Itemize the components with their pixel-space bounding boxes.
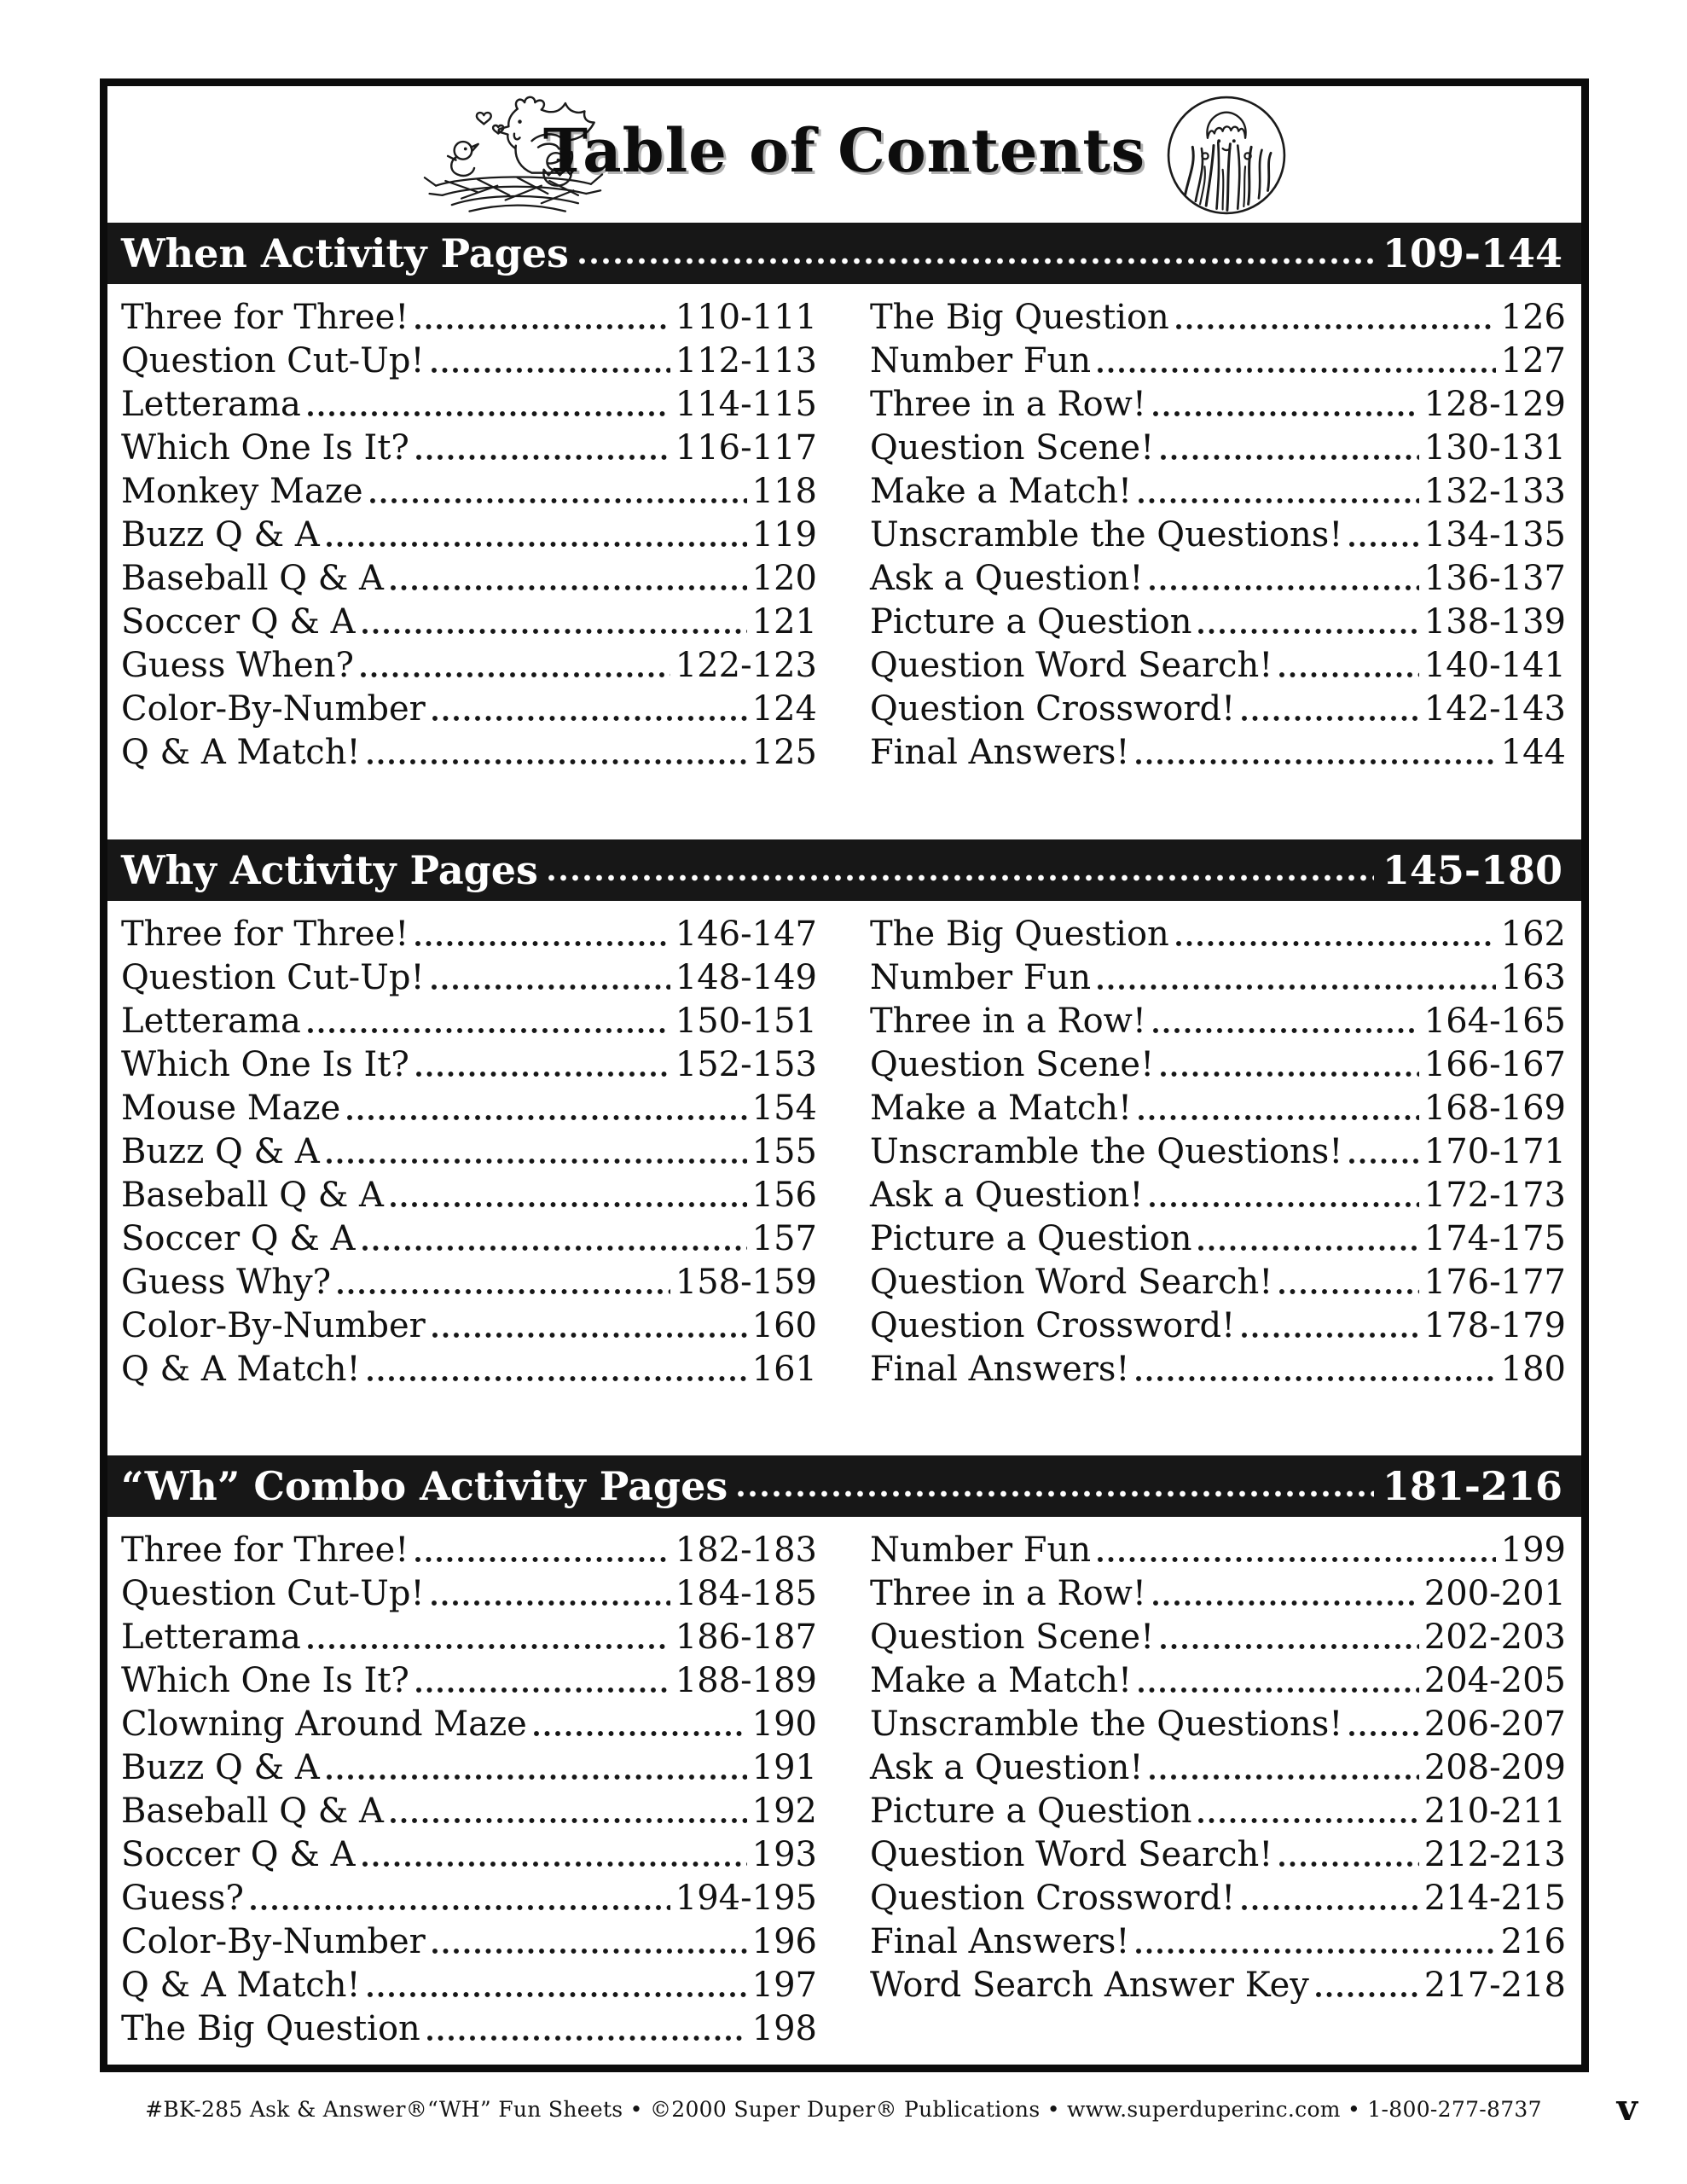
toc-entry-label: Three for Three! — [121, 1531, 409, 1570]
toc-entry — [121, 1217, 817, 1261]
toc-entry — [870, 1174, 1566, 1217]
toc-entry-pages: 144 — [1500, 733, 1566, 772]
section-page-range: 109-144 — [1382, 230, 1562, 276]
leader-dots — [1349, 1156, 1418, 1166]
toc-entry-label: Three for Three! — [121, 915, 409, 954]
toc-entry-label: Color-By-Number — [121, 1922, 426, 1961]
toc-entry — [121, 1790, 817, 1833]
toc-entry — [121, 1529, 817, 1572]
toc-entry-pages: 174-175 — [1423, 1219, 1566, 1258]
toc-entry-label: Letterama — [121, 385, 301, 424]
toc-entry-label: Make a Match! — [870, 472, 1133, 511]
toc-entry-pages: 214-215 — [1423, 1879, 1566, 1918]
toc-entry-pages: 180 — [1500, 1350, 1566, 1389]
section-header-3 — [107, 1455, 1581, 1517]
toc-entry-label: Buzz Q & A — [121, 515, 320, 555]
toc-entry-label: Three in a Row! — [870, 1002, 1146, 1041]
toc-entry-pages: 119 — [751, 515, 817, 555]
toc-entry-label: Final Answers! — [870, 1922, 1130, 1961]
toc-entry — [870, 731, 1566, 775]
toc-entry-label: Question Cut-Up! — [121, 958, 425, 997]
toc-entry-label: Question Crossword! — [870, 1879, 1236, 1918]
toc-entry-pages: 193 — [751, 1835, 817, 1874]
toc-entry-pages: 162 — [1500, 915, 1566, 954]
toc-entry — [870, 913, 1566, 956]
toc-entry — [121, 340, 817, 383]
toc-entry-pages: 114-115 — [675, 385, 817, 424]
toc-entry-pages: 120 — [751, 559, 817, 598]
toc-entry-pages: 166-167 — [1423, 1045, 1566, 1084]
toc-entry-label: Q & A Match! — [121, 1966, 361, 2005]
toc-entry — [870, 514, 1566, 557]
toc-entry — [121, 1348, 817, 1391]
leader-dots — [416, 452, 670, 462]
toc-entry-label: Baseball Q & A — [121, 1792, 384, 1831]
toc-entry-pages: 168-169 — [1423, 1089, 1566, 1128]
toc-entry-label: Soccer Q & A — [121, 602, 356, 642]
toc-entry — [121, 1703, 817, 1746]
leader-dots — [738, 1488, 1374, 1500]
toc-entry-pages: 194-195 — [675, 1879, 817, 1918]
toc-entry-pages: 142-143 — [1423, 689, 1566, 729]
toc-entry-pages: 176-177 — [1423, 1263, 1566, 1302]
toc-entry-pages: 202-203 — [1423, 1618, 1566, 1657]
toc-entry — [870, 1964, 1566, 2007]
leader-dots — [1136, 757, 1495, 767]
leader-dots — [432, 1330, 747, 1340]
toc-entry-pages: 118 — [751, 472, 817, 511]
toc-entry-pages: 160 — [751, 1306, 817, 1345]
leader-dots — [1176, 938, 1496, 949]
leader-dots — [1242, 1330, 1419, 1340]
toc-entry-pages: 204-205 — [1423, 1661, 1566, 1700]
toc-entry — [121, 1746, 817, 1790]
leader-dots — [1279, 670, 1418, 680]
toc-entry-pages: 155 — [751, 1132, 817, 1171]
toc-entry-label: Question Cut-Up! — [121, 1574, 425, 1613]
leader-dots — [1198, 1243, 1418, 1253]
toc-entry-label: Ask a Question! — [870, 1176, 1144, 1215]
toc-entry-pages: 210-211 — [1423, 1792, 1566, 1831]
toc-entry — [870, 1130, 1566, 1174]
toc-entry — [870, 1703, 1566, 1746]
leader-dots — [391, 583, 747, 593]
toc-entry-label: Buzz Q & A — [121, 1132, 320, 1171]
toc-entry-label: Final Answers! — [870, 1350, 1130, 1389]
leader-dots — [1098, 982, 1496, 992]
toc-entry — [121, 296, 817, 340]
toc-entry-label: Make a Match! — [870, 1089, 1133, 1128]
toc-entry — [121, 1833, 817, 1877]
leader-dots — [432, 1946, 747, 1956]
toc-entry-label: Color-By-Number — [121, 689, 426, 729]
toc-entry — [121, 1659, 817, 1703]
toc-entry — [121, 1964, 817, 2007]
toc-entry-label: Unscramble the Questions! — [870, 515, 1343, 555]
toc-entry-pages: 170-171 — [1423, 1132, 1566, 1171]
toc-column-left — [121, 913, 817, 1455]
toc-entry-pages: 212-213 — [1423, 1835, 1566, 1874]
leader-dots — [416, 1685, 670, 1695]
toc-entry-pages: 126 — [1500, 298, 1566, 337]
leader-dots — [327, 1156, 747, 1166]
leader-dots — [1176, 322, 1496, 332]
toc-entry-pages: 154 — [751, 1089, 817, 1128]
toc-entry-pages: 132-133 — [1423, 472, 1566, 511]
toc-entry — [870, 1790, 1566, 1833]
leader-dots — [251, 1902, 670, 1913]
toc-entry — [121, 383, 817, 427]
toc-entry-pages: 200-201 — [1423, 1574, 1566, 1613]
content-frame — [100, 78, 1589, 2072]
toc-entry-pages: 152-153 — [675, 1045, 817, 1084]
toc-entry-label: Question Scene! — [870, 1045, 1155, 1084]
leader-dots — [368, 1989, 747, 2000]
toc-entry-pages: 140-141 — [1423, 646, 1566, 685]
toc-entry — [121, 514, 817, 557]
toc-entry-pages: 198 — [751, 2009, 817, 2048]
toc-entry-label: Q & A Match! — [121, 1350, 361, 1389]
toc-entry-pages: 158-159 — [675, 1263, 817, 1302]
toc-entry-pages: 206-207 — [1423, 1705, 1566, 1744]
leader-dots — [1150, 1772, 1418, 1782]
toc-entry-label: Ask a Question! — [870, 1748, 1144, 1787]
toc-entry — [870, 1833, 1566, 1877]
toc-entry — [121, 688, 817, 731]
leader-dots — [362, 1243, 747, 1253]
toc-entry-label: Soccer Q & A — [121, 1219, 356, 1258]
toc-entry-pages: 150-151 — [675, 1002, 817, 1041]
toc-entry-label: Baseball Q & A — [121, 559, 384, 598]
toc-entry-label: Question Scene! — [870, 428, 1155, 468]
toc-entry-pages: 196 — [751, 1922, 817, 1961]
toc-entry-label: Make a Match! — [870, 1661, 1133, 1700]
toc-entry-label: Picture a Question — [870, 602, 1192, 642]
toc-entry — [121, 1572, 817, 1616]
toc-entry — [870, 601, 1566, 644]
toc-entry-label: Number Fun — [870, 1531, 1092, 1570]
toc-entry-pages: 121 — [751, 602, 817, 642]
section-body-3 — [107, 1517, 1581, 2065]
leader-dots — [415, 1554, 670, 1565]
section-title: Why Activity Pages — [121, 847, 538, 893]
leader-dots — [415, 322, 670, 332]
toc-entry — [121, 1920, 817, 1964]
toc-entry — [870, 1920, 1566, 1964]
toc-entry-pages: 156 — [751, 1176, 817, 1215]
leader-dots — [391, 1815, 747, 1826]
leader-dots — [1349, 1728, 1418, 1739]
toc-entry-label: Three for Three! — [121, 298, 409, 337]
toc-entry-pages: 128-129 — [1423, 385, 1566, 424]
toc-entry-pages: 192 — [751, 1792, 817, 1831]
leader-dots — [1150, 1199, 1418, 1210]
toc-entry-label: Buzz Q & A — [121, 1748, 320, 1787]
toc-entry — [121, 731, 817, 775]
toc-entry-label: Number Fun — [870, 341, 1092, 380]
toc-entry-label: The Big Question — [870, 915, 1169, 954]
toc-entry-label: Question Crossword! — [870, 689, 1236, 729]
toc-column-left — [121, 296, 817, 839]
toc-entry-label: Three in a Row! — [870, 385, 1146, 424]
toc-entry-label: Which One Is It? — [121, 1661, 409, 1700]
leader-dots — [1150, 583, 1418, 593]
toc-entry — [870, 1304, 1566, 1348]
toc-entry — [121, 1304, 817, 1348]
leader-dots — [1161, 452, 1419, 462]
toc-entry — [870, 427, 1566, 470]
leader-dots — [308, 409, 670, 419]
toc-entry-pages: 178-179 — [1423, 1306, 1566, 1345]
leader-dots — [368, 1374, 747, 1384]
section-page-range: 145-180 — [1382, 847, 1562, 893]
footer: #BK-285 Ask & Answer®“WH” Fun Sheets • ©2000 Super Duper® Publications • www.superduperinc.com • 1-800-277-8737 — [145, 2097, 1542, 2122]
toc-entry-pages: 216 — [1500, 1922, 1566, 1961]
leader-dots — [1198, 1815, 1418, 1826]
toc-entry-pages: 146-147 — [675, 915, 817, 954]
toc-entry-label: Question Crossword! — [870, 1306, 1236, 1345]
section-title: “Wh” Combo Activity Pages — [121, 1463, 728, 1509]
leader-dots — [1349, 539, 1418, 549]
toc-entry — [121, 913, 817, 956]
toc-entry — [121, 601, 817, 644]
child-in-grass-illustration — [1162, 91, 1291, 219]
page-number: v — [1616, 2087, 1638, 2129]
toc-entry-label: Unscramble the Questions! — [870, 1705, 1343, 1744]
leader-dots — [1242, 713, 1419, 723]
toc-entry — [121, 1043, 817, 1087]
leader-dots — [362, 626, 747, 636]
toc-entry-pages: 157 — [751, 1219, 817, 1258]
toc-entry-label: Which One Is It? — [121, 428, 409, 468]
toc-entry-label: Number Fun — [870, 958, 1092, 997]
toc-entry-label: Guess? — [121, 1879, 244, 1918]
toc-entry-label: Mouse Maze — [121, 1089, 341, 1128]
leader-dots — [1161, 1069, 1419, 1079]
toc-entry — [121, 1261, 817, 1304]
toc-entry — [870, 644, 1566, 688]
toc-entry-pages: 134-135 — [1423, 515, 1566, 555]
leader-dots — [432, 365, 670, 375]
leader-dots — [1098, 1554, 1496, 1565]
leader-dots — [1136, 1946, 1495, 1956]
toc-entry — [121, 644, 817, 688]
toc-entry-label: Question Word Search! — [870, 646, 1273, 685]
toc-entry-pages: 182-183 — [675, 1531, 817, 1570]
leader-dots — [1279, 1859, 1418, 1869]
toc-entry-label: Question Word Search! — [870, 1835, 1273, 1874]
toc-entry — [870, 688, 1566, 731]
leader-dots — [427, 2033, 747, 2043]
leader-dots — [362, 1859, 747, 1869]
toc-entry — [870, 1348, 1566, 1391]
toc-entry-pages: 124 — [751, 689, 817, 729]
toc-entry — [870, 470, 1566, 514]
toc-entry-label: Baseball Q & A — [121, 1176, 384, 1215]
toc-entry-label: Monkey Maze — [121, 472, 363, 511]
toc-entry-label: Final Answers! — [870, 733, 1130, 772]
leader-dots — [548, 872, 1374, 884]
toc-entry-label: Picture a Question — [870, 1219, 1192, 1258]
toc-entry-label: Question Word Search! — [870, 1263, 1273, 1302]
toc-entry-pages: 161 — [751, 1350, 817, 1389]
toc-entry — [121, 1877, 817, 1920]
section-body-1 — [107, 284, 1581, 839]
toc-entry-label: Which One Is It? — [121, 1045, 409, 1084]
section-header-1 — [107, 223, 1581, 284]
page-title: Table of Contents — [542, 115, 1146, 186]
leader-dots — [1136, 1374, 1495, 1384]
toc-entry-pages: 138-139 — [1423, 602, 1566, 642]
leader-dots — [1153, 1025, 1419, 1036]
toc-entry — [870, 383, 1566, 427]
toc-entry — [870, 557, 1566, 601]
toc-entry-pages: 127 — [1500, 341, 1566, 380]
leader-dots — [308, 1641, 670, 1652]
toc-entry — [121, 1087, 817, 1130]
toc-entry-label: Picture a Question — [870, 1792, 1192, 1831]
toc-entry-label: Soccer Q & A — [121, 1835, 356, 1874]
toc-entry — [870, 1000, 1566, 1043]
toc-entry-pages: 217-218 — [1423, 1966, 1566, 2005]
toc-entry-label: Question Cut-Up! — [121, 341, 425, 380]
toc-entry-pages: 197 — [751, 1966, 817, 2005]
toc-entry — [870, 1659, 1566, 1703]
leader-dots — [1242, 1902, 1419, 1913]
leader-dots — [1198, 626, 1418, 636]
toc-entry — [870, 296, 1566, 340]
leader-dots — [391, 1199, 747, 1210]
toc-entry-pages: 148-149 — [675, 958, 817, 997]
toc-entry-pages: 208-209 — [1423, 1748, 1566, 1787]
toc-entry-pages: 190 — [751, 1705, 817, 1744]
section-header-2 — [107, 839, 1581, 901]
toc-entry-pages: 130-131 — [1423, 428, 1566, 468]
toc-column-right — [870, 913, 1566, 1455]
leader-dots — [361, 670, 670, 680]
toc-entry-pages: 191 — [751, 1748, 817, 1787]
toc-entry-label: The Big Question — [870, 298, 1169, 337]
leader-dots — [416, 1069, 670, 1079]
toc-entry — [870, 1746, 1566, 1790]
toc-column-left — [121, 1529, 817, 2065]
toc-entry — [121, 1000, 817, 1043]
toc-entry-label: Three in a Row! — [870, 1574, 1146, 1613]
leader-dots — [1139, 496, 1419, 506]
leader-dots — [1098, 365, 1496, 375]
toc-entry — [121, 2007, 817, 2051]
toc-entry-pages: 116-117 — [675, 428, 817, 468]
leader-dots — [432, 1598, 670, 1608]
toc-entry-pages: 188-189 — [675, 1661, 817, 1700]
leader-dots — [1153, 1598, 1419, 1608]
leader-dots — [327, 1772, 747, 1782]
leader-dots — [327, 539, 747, 549]
toc-entry-label: Guess Why? — [121, 1263, 332, 1302]
toc-entry — [121, 470, 817, 514]
leader-dots — [1153, 409, 1419, 419]
leader-dots — [432, 713, 747, 723]
toc-entry — [870, 1529, 1566, 1572]
toc-entry — [121, 956, 817, 1000]
toc-column-right — [870, 296, 1566, 839]
toc-entry-label: The Big Question — [121, 2009, 420, 2048]
leader-dots — [368, 757, 747, 767]
toc-entry-label: Unscramble the Questions! — [870, 1132, 1343, 1171]
section-title: When Activity Pages — [121, 230, 569, 276]
leader-dots — [1139, 1685, 1419, 1695]
toc-entry-pages: 122-123 — [675, 646, 817, 685]
leader-dots — [338, 1287, 670, 1297]
leader-dots — [579, 255, 1374, 267]
leader-dots — [347, 1112, 746, 1123]
toc-entry-label: Ask a Question! — [870, 559, 1144, 598]
toc-entry — [121, 1174, 817, 1217]
toc-entry-pages: 163 — [1500, 958, 1566, 997]
toc-entry — [870, 956, 1566, 1000]
leader-dots — [308, 1025, 670, 1036]
leader-dots — [415, 938, 670, 949]
toc-entry-label: Color-By-Number — [121, 1306, 426, 1345]
title-band — [107, 86, 1581, 223]
toc-entry-pages: 184-185 — [675, 1574, 817, 1613]
toc-entry-pages: 199 — [1500, 1531, 1566, 1570]
toc-entry — [870, 1572, 1566, 1616]
toc-entry — [870, 1616, 1566, 1659]
leader-dots — [1139, 1112, 1419, 1123]
toc-entry-pages: 125 — [751, 733, 817, 772]
leader-dots — [534, 1728, 747, 1739]
toc-entry-label: Word Search Answer Key — [870, 1966, 1309, 2005]
toc-entry-pages: 164-165 — [1423, 1002, 1566, 1041]
toc-entry-pages: 110-111 — [675, 298, 817, 337]
leader-dots — [1316, 1989, 1419, 2000]
toc-entry — [121, 1616, 817, 1659]
toc-entry-label: Question Scene! — [870, 1618, 1155, 1657]
toc-entry — [870, 1217, 1566, 1261]
toc-entry — [870, 1261, 1566, 1304]
toc-entry — [121, 427, 817, 470]
leader-dots — [1279, 1287, 1418, 1297]
toc-entry-label: Q & A Match! — [121, 733, 361, 772]
leader-dots — [370, 496, 747, 506]
leader-dots — [432, 982, 670, 992]
section-body-2 — [107, 901, 1581, 1455]
toc-entry — [121, 557, 817, 601]
toc-entry-pages: 186-187 — [675, 1618, 817, 1657]
toc-column-right — [870, 1529, 1566, 2065]
leader-dots — [1161, 1641, 1419, 1652]
section-page-range: 181-216 — [1382, 1463, 1562, 1509]
toc-entry — [121, 1130, 817, 1174]
toc-entry — [870, 1043, 1566, 1087]
toc-entry-pages: 172-173 — [1423, 1176, 1566, 1215]
toc-entry-pages: 136-137 — [1423, 559, 1566, 598]
toc-entry-label: Guess When? — [121, 646, 354, 685]
toc-entry-label: Clowning Around Maze — [121, 1705, 527, 1744]
toc-entry-pages: 112-113 — [675, 341, 817, 380]
toc-entry-label: Letterama — [121, 1002, 301, 1041]
toc-entry — [870, 340, 1566, 383]
toc-entry — [870, 1877, 1566, 1920]
toc-entry-label: Letterama — [121, 1618, 301, 1657]
toc-entry — [870, 1087, 1566, 1130]
